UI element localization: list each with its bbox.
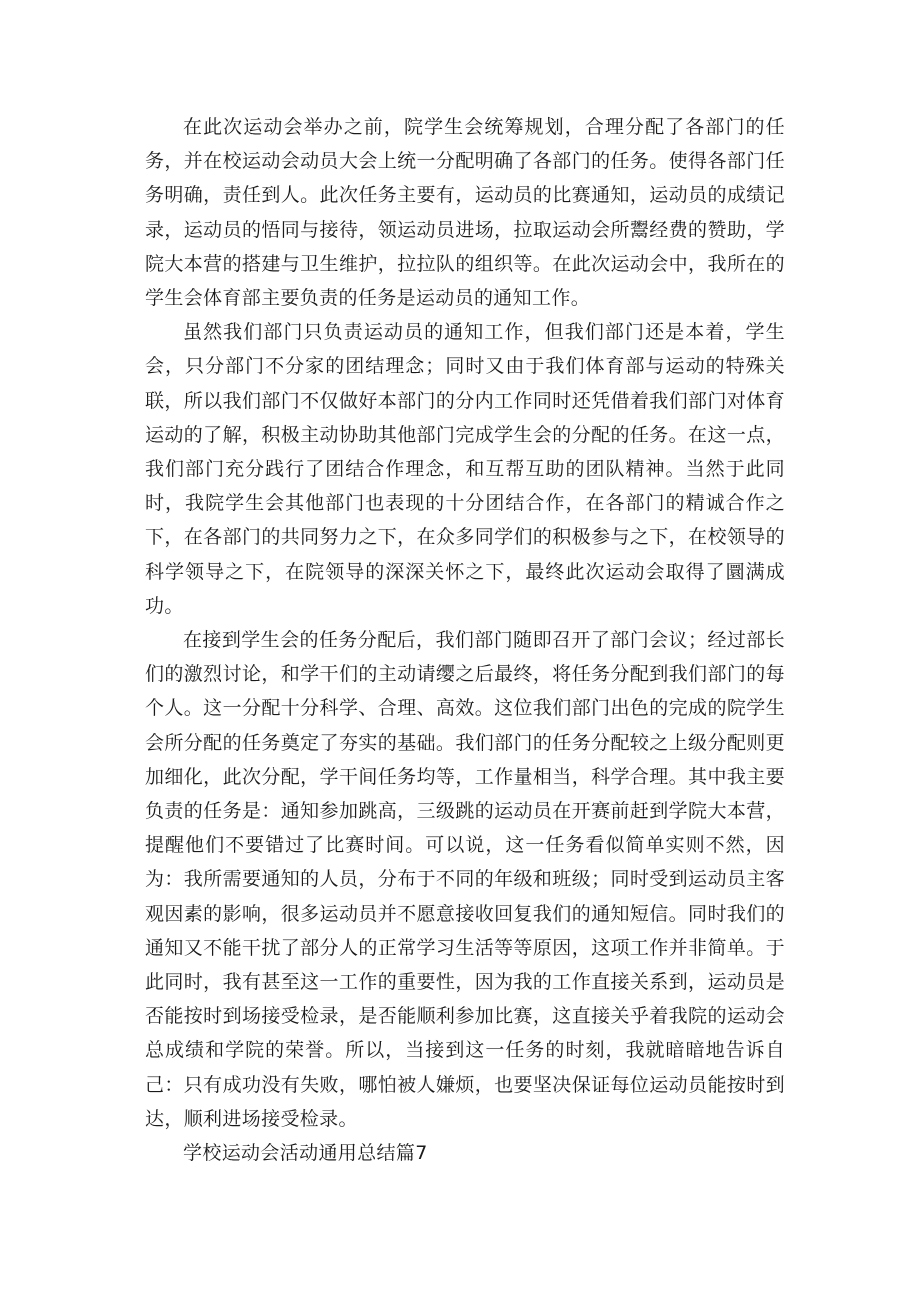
paragraph-teamwork: 虽然我们部门只负责运动员的通知工作，但我们部门还是本着，学生会，只分部门不分家的团结理念；同时又由于我们体育部与运动的特殊关联，所以我们部门不仅做好本部门的分内工作同时还凭借着我们部门对体育运动的了解，积极主动协助其他部门完成学生会的分配的任务。在这一点，我们部门充分践行了团结合作理念，和互帮互助的团队精神。当然于此同时，我院学生会其他部门也表现的十分团结合作，在各部门的精诚合作之下，在各部门的共同努力之下，在众多同学们的积极参与之下，在校领导的科学领导之下，在院领导的深深关怀之下，最终此次运动会取得了圜满成功。: [145, 321, 785, 617]
section-heading: 学校运动会活动通用总结篇7: [183, 1142, 428, 1165]
document-body: [145, 110, 785, 1170]
paragraph-personal-duty: 在接到学生会的任务分配后，我们部门随即召开了部门会议；经过部长们的激烈讨论，和学干们的主动请缨之后最终，将任务分配到我们部门的每个人。这一分配十分科学、合理、高效。这位我们部门出色的完成的院学生会所分配的任务奠定了夯实的基础。我们部门的任务分配较之上级分配则更加细化，此次分配，学干间任务均等，工作量相当，科学合理。其中我主要负责的任务是：通知参加跳高，三级跳的运动员在开赛前赶到学院大本营，提醒他们不要错过了比赛时间。可以说，这一任务看似简单实则不然，因为：我所需要通知的人员，分布于不同的年级和班级；同时受到运动员主客观因素的影响，很多运动员并不愿意接收回复我们的通知短信。同时我们的通知又不能干扰了部分人的正常学习生活等等原因，这项工作并非简单。于此同时，我有甚至这一工作的重要性，因为我的工作直接关系到，运动员是否能按时到场接受检录，是否能顺利参加比赛，这直接关乎着我院的运动会总成绩和学院的荣誉。所以，当接到这一任务的时刻，我就暗暗地告诉自己：只有成功没有失败，哪怕被人嫌烦，也要坚决保证每位运动员能按时到达，顺利进场接受检录。: [145, 629, 785, 1130]
paragraph-task-assignment: 在此次运动会举办之前，院学生会统筹规划，合理分配了各部门的任务，并在校运动会动员大会上统一分配明确了各部门的任务。使得各部门任务明确，责任到人。此次任务主要有，运动员的比赛通知，运动员的成绩记录，运动员的悟同与接待，领运动员进场，拉取运动会所鬻经费的赞助，学院大本营的搭建与卫生维护，拉拉队的组织等。在此次运动会中，我所在的学生会体育部主要负责的任务是运动员的通知工作。: [145, 116, 785, 310]
